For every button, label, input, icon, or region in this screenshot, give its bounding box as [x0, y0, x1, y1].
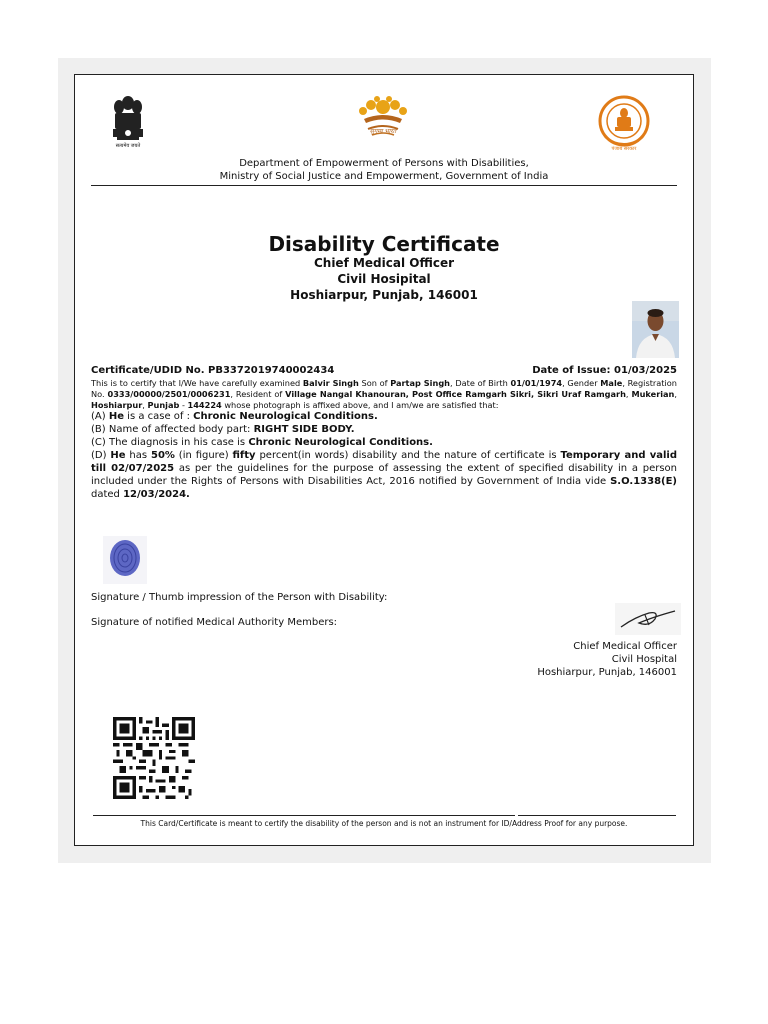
- body-part-value: RIGHT SIDE BODY.: [253, 424, 355, 435]
- officer-address: Hoshiarpur, Punjab, 146001: [537, 667, 677, 678]
- header-divider: [91, 185, 677, 186]
- item-text: dated: [91, 489, 124, 500]
- issue-date-block: [532, 365, 677, 376]
- certificate-nature: Temporary and valid till 02/07/2025: [91, 450, 677, 474]
- finding-b: [91, 423, 677, 436]
- pronoun: He: [110, 450, 126, 461]
- father-name: Partap Singh: [390, 378, 451, 388]
- certification-paragraph: [91, 378, 677, 411]
- certificate-frame: [74, 74, 694, 846]
- condition-value: Chronic Neurological Conditions.: [193, 411, 378, 422]
- udid-value: PB3372019740002434: [208, 365, 335, 376]
- officer-hospital: Civil Hospital: [611, 654, 677, 665]
- page-title: Disability Certificate: [268, 232, 500, 256]
- disability-percent: 50%: [150, 450, 175, 461]
- registration-number: 0333/00000/2501/0006231: [107, 389, 231, 399]
- udid-label: Certificate/UDID No.: [91, 365, 205, 376]
- notification-number: S.O.1338(E): [610, 476, 677, 487]
- finding-a: [91, 410, 677, 423]
- diagnosis-value: Chronic Neurological Conditions.: [248, 437, 433, 448]
- dept-line-2: Ministry of Social Justice and Empowerment, Government of India: [219, 171, 549, 182]
- notification-date: 12/03/2024.: [123, 489, 190, 500]
- thumb-impression-icon: [103, 536, 147, 584]
- body-text: ,: [142, 400, 148, 410]
- item-prefix: (D): [91, 450, 111, 461]
- issuer-address: Hoshiarpur, Punjab, 146001: [290, 288, 478, 302]
- disability-percent-words: fifty: [232, 450, 256, 461]
- body-text: , Registration No.: [91, 378, 677, 399]
- date-of-birth: 01/01/1974: [510, 378, 563, 388]
- seal-caption: पंजाब सरकार: [611, 146, 637, 152]
- authority-signature-label: Signature of notified Medical Authority Members:: [91, 617, 338, 628]
- finding-c: [91, 436, 677, 449]
- body-text: This is to certify that I/We have carefully examined: [91, 378, 303, 388]
- thumb-signature-label: Signature / Thumb impression of the Person with Disability:: [91, 592, 388, 603]
- certificate-id-row: [91, 365, 677, 376]
- resident-address: Village Nangal Khanouran, Post Office Ramgarh Sikri, Sikri Uraf Ramgarh: [285, 389, 626, 399]
- body-text: whose photograph is affixed above, and I am/we are satisfied that:: [221, 400, 499, 410]
- center-logo-caption: सुगम्य भारत: [369, 128, 397, 135]
- emblem-caption: सत्यमेव जयते: [115, 143, 141, 149]
- officer-signature-icon: [615, 603, 681, 635]
- qr-code-icon: [113, 717, 195, 799]
- person-photo: [632, 301, 679, 358]
- tehsil: Mukerian: [631, 389, 675, 399]
- item-text: percent(in words) disability and the nature of certificate is: [255, 450, 561, 461]
- body-text: ,: [674, 389, 677, 399]
- finding-d: [91, 449, 677, 501]
- item-text: as per the guidelines for the purpose of assessing the extent of specified disability in a person included under the Rights of Persons with Disabilities Act, 2016 notified by Government of India vide: [91, 463, 678, 487]
- body-text: , Resident of: [230, 389, 286, 399]
- person-name: Balvir Singh: [302, 378, 359, 388]
- gender: Male: [600, 378, 623, 388]
- body-text: ,: [625, 389, 632, 399]
- udid-block: [91, 365, 334, 376]
- district: Hoshiarpur: [91, 400, 143, 410]
- body-text: -: [179, 400, 188, 410]
- pronoun: He: [108, 411, 124, 422]
- officer-designation: Chief Medical Officer: [573, 641, 677, 652]
- dept-line-1: Department of Empowerment of Persons with Disabilities,: [239, 158, 529, 169]
- body-text: , Gender: [562, 378, 601, 388]
- state: Punjab: [147, 400, 180, 410]
- officer-block: [537, 640, 677, 679]
- body-text: , Date of Birth: [450, 378, 511, 388]
- item-text: (C) The diagnosis in his case is: [91, 437, 249, 448]
- item-prefix: (A): [91, 411, 109, 422]
- issue-date-label: Date of Issue:: [532, 365, 611, 376]
- footer-disclaimer: This Card/Certificate is meant to certify the disability of the person and is not an instrument for ID/Address Proof for any purpose.: [140, 819, 628, 828]
- findings-list: [91, 410, 677, 501]
- department-header: [75, 157, 693, 183]
- issuer-designation: Chief Medical Officer: [313, 256, 455, 270]
- pin-code: 144224: [187, 400, 222, 410]
- body-text: Son of: [358, 378, 391, 388]
- footer-divider: [93, 815, 515, 816]
- item-text: (in figure): [174, 450, 233, 461]
- item-text: is a case of :: [123, 411, 194, 422]
- footer-divider: [518, 815, 676, 816]
- item-text: has: [125, 450, 151, 461]
- item-text: (B) Name of affected body part:: [91, 424, 254, 435]
- issue-date-value: 01/03/2025: [614, 365, 677, 376]
- issuer-hospital: Civil Hosipital: [337, 272, 431, 286]
